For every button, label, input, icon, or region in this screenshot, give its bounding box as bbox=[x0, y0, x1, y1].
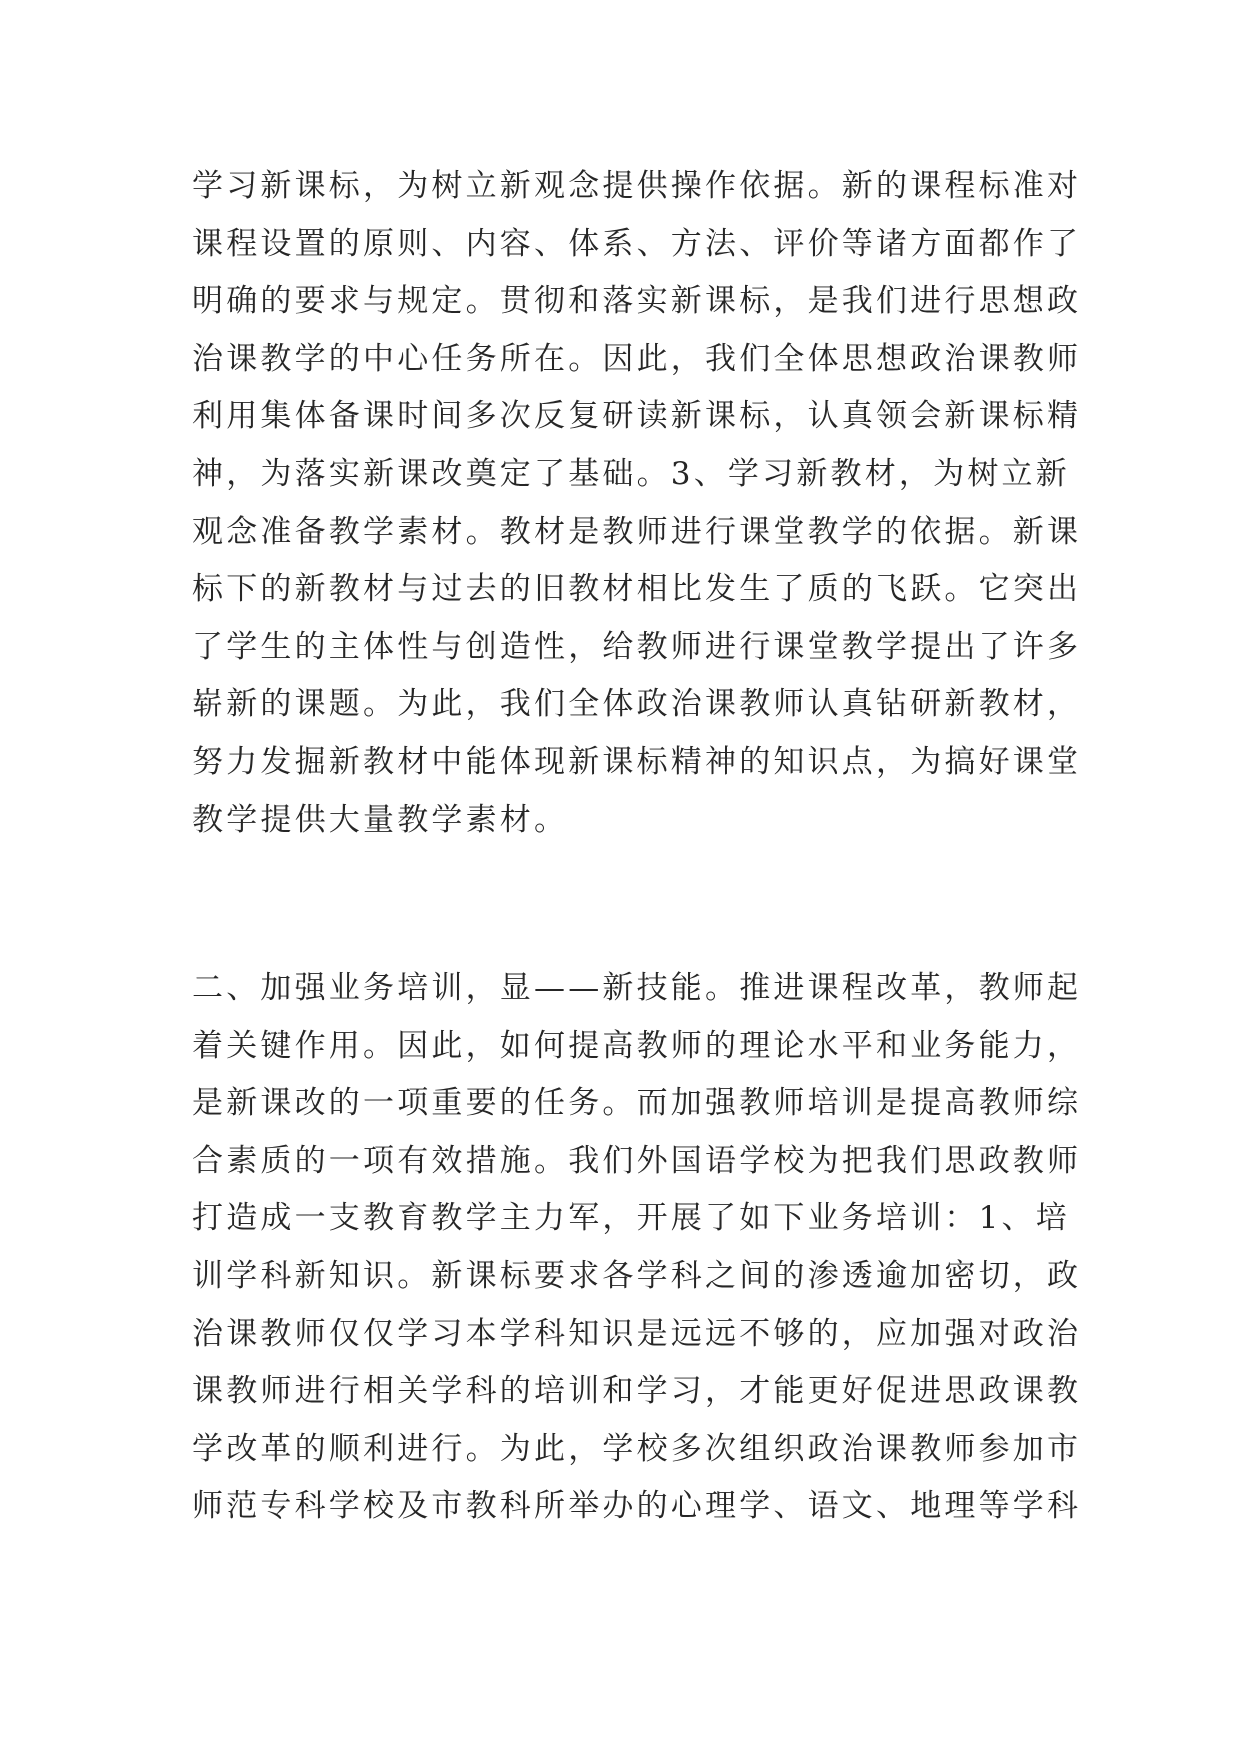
text-line: 治课教学的中心任务所在。因此，我们全体思想政治课教师 bbox=[192, 340, 1082, 377]
text-line: 二、加强业务培训，显——新技能。推进课程改革，教师起 bbox=[192, 970, 1082, 1006]
text-line: 学改革的顺利进行。为此，学校多次组织政治课教师参加市 bbox=[192, 1430, 1082, 1467]
text-line: 观念准备教学素材。教材是教师进行课堂教学的依据。新课 bbox=[192, 513, 1082, 550]
text-line: 崭新的课题。为此，我们全体政治课教师认真钻研新教材， bbox=[192, 686, 1082, 723]
text-line: 了学生的主体性与创造性，给教师进行课堂教学提出了许多 bbox=[192, 628, 1082, 665]
text-line: 打造成一支教育教学主力军，开展了如下业务培训：1、培 bbox=[192, 1200, 1070, 1237]
text-line: 明确的要求与规定。贯彻和落实新课标，是我们进行思想政 bbox=[192, 283, 1082, 320]
text-line: 治课教师仅仅学习本学科知识是远远不够的，应加强对政治 bbox=[192, 1315, 1082, 1352]
text-line: 课程设置的原则、内容、体系、方法、评价等诸方面都作了 bbox=[192, 225, 1082, 262]
text-line: 标下的新教材与过去的旧教材相比发生了质的飞跃。它突出 bbox=[192, 571, 1082, 608]
paragraph-business-training bbox=[192, 960, 1082, 1536]
paragraph-study-new-standards bbox=[192, 158, 1082, 849]
text-line: 是新课改的一项重要的任务。而加强教师培训是提高教师综 bbox=[192, 1085, 1082, 1122]
text-line: 训学科新知识。新课标要求各学科之间的渗透逾加密切，政 bbox=[192, 1257, 1082, 1294]
text-line: 利用集体备课时间多次反复研读新课标，认真领会新课标精 bbox=[192, 398, 1082, 435]
text-line: 学习新课标，为树立新观念提供操作依据。新的课程标准对 bbox=[192, 168, 1082, 204]
text-line: 师范专科学校及市教科所举办的心理学、语文、地理等学科 bbox=[192, 1488, 1082, 1525]
text-line: 努力发掘新教材中能体现新课标精神的知识点，为搞好课堂 bbox=[192, 743, 1082, 780]
text-line: 教学提供大量教学素材。 bbox=[192, 801, 569, 838]
text-line: 合素质的一项有效措施。我们外国语学校为把我们思政教师 bbox=[192, 1142, 1082, 1179]
text-line: 课教师进行相关学科的培训和学习，才能更好促进思政课教 bbox=[192, 1373, 1082, 1410]
text-line: 着关键作用。因此，如何提高教师的理论水平和业务能力， bbox=[192, 1027, 1082, 1064]
text-line: 神，为落实新课改奠定了基础。3、学习新教材，为树立新 bbox=[192, 455, 1070, 492]
